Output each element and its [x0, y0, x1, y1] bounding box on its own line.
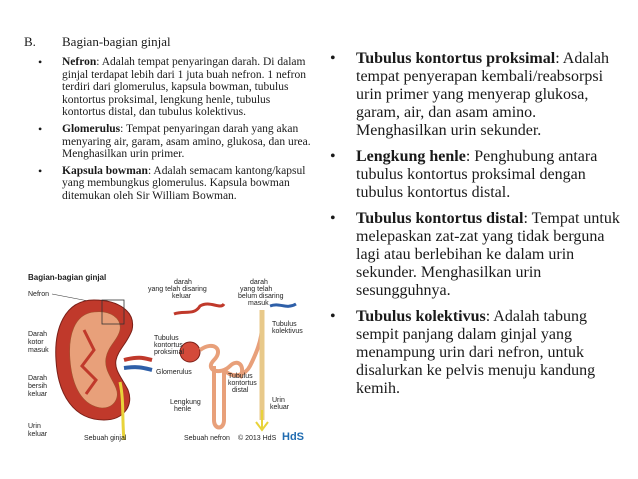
- label-tkp-3: proksimal: [154, 349, 184, 356]
- label-henle-2: henle: [174, 406, 192, 413]
- label-tkol-2: kolektivus: [272, 328, 303, 335]
- label-belum-4: masuk: [248, 300, 269, 307]
- label-tkd-3: distal: [232, 387, 249, 394]
- term-label: Kapsula bowman: [62, 164, 148, 177]
- bullet-icon: •: [330, 210, 336, 227]
- bullet-icon: •: [330, 148, 336, 165]
- label-belum-1: darah: [250, 279, 268, 286]
- definition-text: : Tempat penyaringan darah yang akan menyaring air, garam, asam amino, glukosa, dan urea. Menghasilkan urin primer.: [62, 122, 311, 161]
- definition-text: : Adalah tempat penyaringan darah. Di dalam ginjal terdapat lebih dari 1 juta buah nefron. 1 nefron terdiri dari glomerulus, kapsula bowman, tubulus kontortus proksimal, lengkung henle, tubulus kontortus distal, dan tubulus kolektivus.: [62, 56, 306, 119]
- label-darah-kotor-2: kotor: [28, 339, 44, 346]
- term-label: Lengkung henle: [356, 148, 466, 165]
- renal-artery: [124, 358, 152, 360]
- label-urin-keluar-right-1: Urin: [272, 397, 285, 404]
- label-henle-1: Lengkung: [170, 399, 201, 406]
- label-darah-bersih-2: bersih: [28, 383, 48, 390]
- label-disaring-1: darah: [174, 279, 192, 286]
- label-disaring-3: keluar: [172, 293, 192, 300]
- figure-title: Bagian-bagian ginjal: [28, 273, 107, 282]
- kidney-diagram: [24, 270, 314, 450]
- label-disaring-2: yang telah disaring: [148, 286, 207, 293]
- label-belum-2: yang telah: [240, 286, 273, 293]
- nefron-arteriole: [174, 304, 224, 314]
- label-darah-kotor-3: masuk: [28, 347, 49, 354]
- list-item-glomerulus: [24, 123, 314, 161]
- term-label: Tubulus kontortus distal: [356, 210, 524, 227]
- list-item-nefron: [24, 56, 314, 119]
- label-tkp-1: Tubulus: [154, 335, 179, 342]
- label-belum-3: belum disaring: [238, 293, 284, 300]
- label-tkp-2: kontortus: [154, 342, 183, 349]
- definition-text: : Adalah semacam kantong/kapsul yang membungkus glomerulus. Kapsula bowman ditemukan oleh Sir William Bowman.: [62, 164, 306, 202]
- bullet-icon: •: [330, 50, 336, 67]
- term-label: Tubulus kontortus proksimal: [356, 50, 556, 67]
- renal-vein: [124, 367, 152, 370]
- label-nefron: Nefron: [28, 291, 50, 298]
- label-urin-keluar-left-1: Urin: [28, 423, 41, 430]
- label-sebuah-nefron: Sebuah nefron: [184, 435, 230, 442]
- bullet-icon: •: [38, 163, 43, 178]
- definition-text: : Adalah tabung sempit panjang dalam ginjal yang menampung urin dari nefron, untuk disalurkan ke pelvis menuju kandung kemih.: [356, 308, 596, 397]
- right-bullet-list: [330, 50, 625, 406]
- label-glomerulus: Glomerulus: [156, 369, 192, 376]
- loop-of-henle: [214, 366, 224, 428]
- label-tkol-1: Tubulus: [272, 321, 297, 328]
- urine-arrow-icon: [256, 410, 268, 430]
- hds-logo: HdS: [282, 431, 304, 443]
- list-item-tubulus-distal: [330, 210, 625, 300]
- list-item-kapsula-bowman: [24, 165, 314, 203]
- label-tkd-1: Tubulus: [228, 373, 253, 380]
- label-urin-keluar-right-2: keluar: [270, 404, 290, 411]
- definition-text: : Adalah tempat penyerapan kembali/reabsorpsi urin primer yang menyerap glukosa, garam, air, dan asam amino. Menghasilkan urin sekunder.: [356, 50, 609, 139]
- credit-text: © 2013 HdS: [238, 435, 277, 442]
- bullet-icon: •: [330, 308, 336, 325]
- list-item-lengkung-henle: [330, 148, 625, 202]
- definition-text: : Tempat untuk melepaskan zat-zat yang tidak berguna lagi atau berlebihan ke dalam urin sekunder. Menghasilkan urin sesungguhnya.: [356, 210, 620, 299]
- heading-text: Bagian-bagian ginjal: [62, 34, 171, 49]
- bullet-icon: •: [38, 55, 43, 69]
- label-darah-kotor-1: Darah: [28, 331, 48, 338]
- term-label: Tubulus kolektivus: [356, 308, 486, 325]
- label-tkd-2: kontortus: [228, 380, 257, 387]
- left-bullet-list: [24, 56, 314, 207]
- term-label: Glomerulus: [62, 122, 121, 135]
- term-label: Nefron: [62, 56, 97, 68]
- section-heading: [24, 34, 171, 50]
- kidney-diagram-svg: [24, 270, 314, 450]
- label-sebuah-ginjal: Sebuah ginjal: [84, 435, 127, 442]
- label-darah-bersih-3: keluar: [28, 391, 48, 398]
- label-urin-keluar-left-2: keluar: [28, 431, 48, 438]
- nefron-venule: [270, 304, 296, 306]
- label-darah-bersih-1: Darah: [28, 375, 48, 382]
- bullet-icon: •: [38, 121, 43, 136]
- list-item-tubulus-proksimal: [330, 50, 625, 140]
- definition-text: : Penghubung antara tubulus kontortus proksimal dengan tubulus kontortus distal.: [356, 148, 598, 201]
- list-item-tubulus-kolektivus: [330, 308, 625, 398]
- heading-number: B.: [24, 34, 36, 49]
